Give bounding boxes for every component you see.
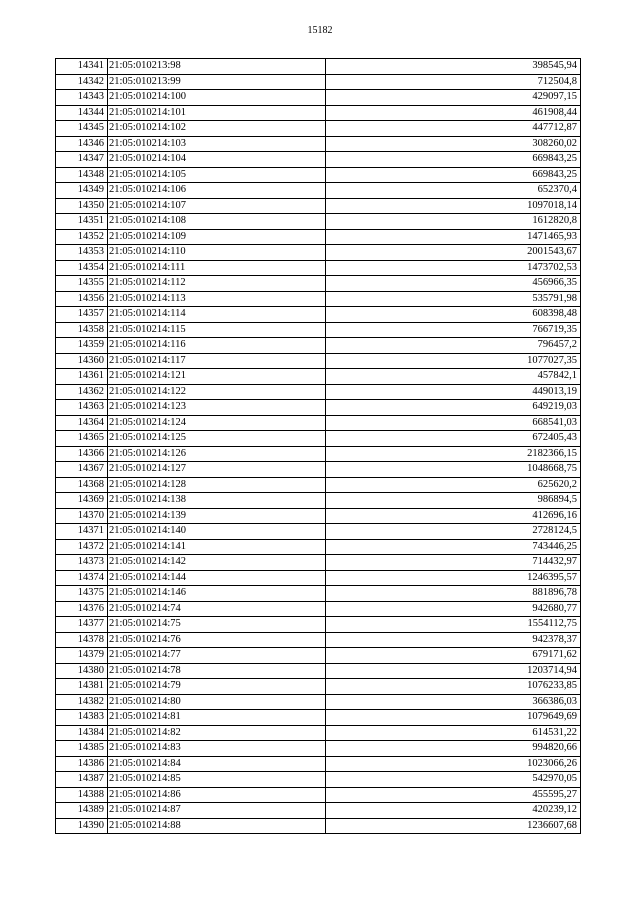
table-row [56, 198, 581, 214]
row-number-cell: 14362 [56, 384, 108, 400]
table-row [56, 508, 581, 524]
cadastral-number-cell: 21:05:010214:74 [108, 601, 326, 617]
row-number-cell: 14369 [56, 493, 108, 509]
table-row [56, 772, 581, 788]
cadastral-number-cell: 21:05:010214:102 [108, 121, 326, 137]
row-number-cell: 14382 [56, 694, 108, 710]
table-row [56, 276, 581, 292]
table-row [56, 74, 581, 90]
row-number-cell: 14370 [56, 508, 108, 524]
cadastral-value-cell: 457842,1 [326, 369, 581, 385]
row-number-cell: 14346 [56, 136, 108, 152]
cadastral-number-cell: 21:05:010214:124 [108, 415, 326, 431]
cadastral-value-table [55, 58, 581, 834]
row-number-cell: 14368 [56, 477, 108, 493]
cadastral-value-cell: 652370,4 [326, 183, 581, 199]
table-row [56, 167, 581, 183]
row-number-cell: 14377 [56, 617, 108, 633]
cadastral-value-cell: 449013,19 [326, 384, 581, 400]
cadastral-value-cell: 1076233,85 [326, 679, 581, 695]
page-number: 15182 [307, 25, 333, 36]
cadastral-number-cell: 21:05:010214:139 [108, 508, 326, 524]
row-number-cell: 14361 [56, 369, 108, 385]
cadastral-value-cell: 1079649,69 [326, 710, 581, 726]
row-number-cell: 14348 [56, 167, 108, 183]
cadastral-value-cell: 1554112,75 [326, 617, 581, 633]
cadastral-value-cell: 2182366,15 [326, 446, 581, 462]
table-row [56, 818, 581, 834]
cadastral-number-cell: 21:05:010214:83 [108, 741, 326, 757]
table-row [56, 493, 581, 509]
cadastral-number-cell: 21:05:010214:121 [108, 369, 326, 385]
row-number-cell: 14350 [56, 198, 108, 214]
table-row [56, 260, 581, 276]
cadastral-number-cell: 21:05:010214:126 [108, 446, 326, 462]
cadastral-value-cell: 2728124,5 [326, 524, 581, 540]
cadastral-number-cell: 21:05:010214:108 [108, 214, 326, 230]
cadastral-value-cell: 714432,97 [326, 555, 581, 571]
cadastral-number-cell: 21:05:010214:87 [108, 803, 326, 819]
cadastral-value-cell: 1077027,35 [326, 353, 581, 369]
cadastral-number-cell: 21:05:010214:106 [108, 183, 326, 199]
cadastral-value-cell: 456966,35 [326, 276, 581, 292]
cadastral-value-cell: 398545,94 [326, 59, 581, 75]
row-number-cell: 14386 [56, 756, 108, 772]
table-row [56, 353, 581, 369]
row-number-cell: 14349 [56, 183, 108, 199]
cadastral-value-cell: 668541,03 [326, 415, 581, 431]
row-number-cell: 14367 [56, 462, 108, 478]
row-number-cell: 14357 [56, 307, 108, 323]
table-row [56, 694, 581, 710]
cadastral-number-cell: 21:05:010214:79 [108, 679, 326, 695]
cadastral-number-cell: 21:05:010214:142 [108, 555, 326, 571]
cadastral-number-cell: 21:05:010214:105 [108, 167, 326, 183]
table-row [56, 291, 581, 307]
cadastral-number-cell: 21:05:010214:141 [108, 539, 326, 555]
row-number-cell: 14360 [56, 353, 108, 369]
row-number-cell: 14374 [56, 570, 108, 586]
table-row [56, 756, 581, 772]
row-number-cell: 14384 [56, 725, 108, 741]
table-row [56, 617, 581, 633]
cadastral-number-cell: 21:05:010214:115 [108, 322, 326, 338]
cadastral-number-cell: 21:05:010214:85 [108, 772, 326, 788]
row-number-cell: 14355 [56, 276, 108, 292]
table-row [56, 369, 581, 385]
cadastral-number-cell: 21:05:010214:117 [108, 353, 326, 369]
row-number-cell: 14363 [56, 400, 108, 416]
row-number-cell: 14371 [56, 524, 108, 540]
cadastral-number-cell: 21:05:010214:110 [108, 245, 326, 261]
cadastral-value-cell: 766719,35 [326, 322, 581, 338]
cadastral-number-cell: 21:05:010214:75 [108, 617, 326, 633]
cadastral-value-cell: 614531,22 [326, 725, 581, 741]
cadastral-value-cell: 881896,78 [326, 586, 581, 602]
cadastral-value-cell: 1023066,26 [326, 756, 581, 772]
cadastral-value-cell: 447712,87 [326, 121, 581, 137]
table-row [56, 105, 581, 121]
cadastral-value-cell: 366386,03 [326, 694, 581, 710]
cadastral-number-cell: 21:05:010214:86 [108, 787, 326, 803]
cadastral-value-cell: 1203714,94 [326, 663, 581, 679]
row-number-cell: 14379 [56, 648, 108, 664]
row-number-cell: 14365 [56, 431, 108, 447]
table-row [56, 384, 581, 400]
table-row [56, 663, 581, 679]
table-row [56, 539, 581, 555]
cadastral-number-cell: 21:05:010214:77 [108, 648, 326, 664]
row-number-cell: 14342 [56, 74, 108, 90]
table-row [56, 648, 581, 664]
cadastral-number-cell: 21:05:010213:98 [108, 59, 326, 75]
cadastral-value-cell: 994820,66 [326, 741, 581, 757]
cadastral-number-cell: 21:05:010214:144 [108, 570, 326, 586]
table-row [56, 121, 581, 137]
table-row [56, 214, 581, 230]
row-number-cell: 14343 [56, 90, 108, 106]
cadastral-value-cell: 712504,8 [326, 74, 581, 90]
cadastral-number-cell: 21:05:010214:122 [108, 384, 326, 400]
cadastral-number-cell: 21:05:010214:88 [108, 818, 326, 834]
row-number-cell: 14359 [56, 338, 108, 354]
cadastral-number-cell: 21:05:010214:78 [108, 663, 326, 679]
cadastral-value-cell: 625620,2 [326, 477, 581, 493]
cadastral-number-cell: 21:05:010214:104 [108, 152, 326, 168]
table-row [56, 229, 581, 245]
cadastral-value-cell: 420239,12 [326, 803, 581, 819]
table-row [56, 679, 581, 695]
cadastral-number-cell: 21:05:010214:107 [108, 198, 326, 214]
cadastral-value-cell: 461908,44 [326, 105, 581, 121]
row-number-cell: 14356 [56, 291, 108, 307]
row-number-cell: 14372 [56, 539, 108, 555]
cadastral-value-cell: 2001543,67 [326, 245, 581, 261]
cadastral-value-cell: 669843,25 [326, 167, 581, 183]
table-row [56, 586, 581, 602]
cadastral-value-cell: 412696,16 [326, 508, 581, 524]
table-row [56, 524, 581, 540]
cadastral-number-cell: 21:05:010214:125 [108, 431, 326, 447]
table-row [56, 446, 581, 462]
cadastral-value-cell: 1236607,68 [326, 818, 581, 834]
table-row [56, 787, 581, 803]
cadastral-value-cell: 1612820,8 [326, 214, 581, 230]
cadastral-value-cell: 796457,2 [326, 338, 581, 354]
table-row [56, 152, 581, 168]
cadastral-value-cell: 455595,27 [326, 787, 581, 803]
row-number-cell: 14345 [56, 121, 108, 137]
cadastral-value-cell: 986894,5 [326, 493, 581, 509]
row-number-cell: 14344 [56, 105, 108, 121]
cadastral-number-cell: 21:05:010214:111 [108, 260, 326, 276]
table-row [56, 245, 581, 261]
cadastral-value-cell: 1473702,53 [326, 260, 581, 276]
row-number-cell: 14351 [56, 214, 108, 230]
cadastral-value-cell: 743446,25 [326, 539, 581, 555]
cadastral-number-cell: 21:05:010214:123 [108, 400, 326, 416]
table-row [56, 322, 581, 338]
table-row [56, 307, 581, 323]
row-number-cell: 14341 [56, 59, 108, 75]
cadastral-number-cell: 21:05:010214:109 [108, 229, 326, 245]
table-body [56, 59, 581, 834]
row-number-cell: 14375 [56, 586, 108, 602]
cadastral-number-cell: 21:05:010214:114 [108, 307, 326, 323]
row-number-cell: 14387 [56, 772, 108, 788]
cadastral-number-cell: 21:05:010214:138 [108, 493, 326, 509]
row-number-cell: 14358 [56, 322, 108, 338]
cadastral-value-cell: 308260,02 [326, 136, 581, 152]
row-number-cell: 14383 [56, 710, 108, 726]
row-number-cell: 14378 [56, 632, 108, 648]
table-row [56, 338, 581, 354]
table-row [56, 183, 581, 199]
row-number-cell: 14381 [56, 679, 108, 695]
table-row [56, 741, 581, 757]
cadastral-number-cell: 21:05:010214:84 [108, 756, 326, 772]
cadastral-number-cell: 21:05:010214:101 [108, 105, 326, 121]
cadastral-number-cell: 21:05:010214:100 [108, 90, 326, 106]
row-number-cell: 14380 [56, 663, 108, 679]
table-row [56, 601, 581, 617]
cadastral-value-cell: 1097018,14 [326, 198, 581, 214]
cadastral-value-cell: 1048668,75 [326, 462, 581, 478]
cadastral-value-cell: 669843,25 [326, 152, 581, 168]
table-row [56, 570, 581, 586]
table-row [56, 710, 581, 726]
row-number-cell: 14390 [56, 818, 108, 834]
table-row [56, 415, 581, 431]
cadastral-number-cell: 21:05:010214:116 [108, 338, 326, 354]
table-row [56, 632, 581, 648]
row-number-cell: 14354 [56, 260, 108, 276]
table-row [56, 59, 581, 75]
cadastral-number-cell: 21:05:010214:82 [108, 725, 326, 741]
cadastral-number-cell: 21:05:010214:80 [108, 694, 326, 710]
row-number-cell: 14366 [56, 446, 108, 462]
cadastral-value-cell: 942680,77 [326, 601, 581, 617]
cadastral-value-cell: 535791,98 [326, 291, 581, 307]
cadastral-value-cell: 429097,15 [326, 90, 581, 106]
cadastral-number-cell: 21:05:010214:112 [108, 276, 326, 292]
row-number-cell: 14373 [56, 555, 108, 571]
row-number-cell: 14347 [56, 152, 108, 168]
cadastral-number-cell: 21:05:010214:76 [108, 632, 326, 648]
row-number-cell: 14389 [56, 803, 108, 819]
cadastral-number-cell: 21:05:010213:99 [108, 74, 326, 90]
row-number-cell: 14388 [56, 787, 108, 803]
cadastral-value-cell: 1471465,93 [326, 229, 581, 245]
table-row [56, 725, 581, 741]
cadastral-number-cell: 21:05:010214:127 [108, 462, 326, 478]
cadastral-number-cell: 21:05:010214:81 [108, 710, 326, 726]
table-row [56, 477, 581, 493]
table-row [56, 462, 581, 478]
cadastral-value-cell: 942378,37 [326, 632, 581, 648]
table-row [56, 90, 581, 106]
cadastral-value-cell: 649219,03 [326, 400, 581, 416]
cadastral-number-cell: 21:05:010214:128 [108, 477, 326, 493]
cadastral-value-cell: 608398,48 [326, 307, 581, 323]
table-row [56, 431, 581, 447]
table-row [56, 400, 581, 416]
cadastral-value-cell: 672405,43 [326, 431, 581, 447]
cadastral-value-cell: 679171,62 [326, 648, 581, 664]
cadastral-value-cell: 542970,05 [326, 772, 581, 788]
row-number-cell: 14352 [56, 229, 108, 245]
row-number-cell: 14376 [56, 601, 108, 617]
table-row [56, 555, 581, 571]
table-row [56, 136, 581, 152]
cadastral-value-cell: 1246395,57 [326, 570, 581, 586]
cadastral-number-cell: 21:05:010214:113 [108, 291, 326, 307]
row-number-cell: 14353 [56, 245, 108, 261]
row-number-cell: 14385 [56, 741, 108, 757]
cadastral-number-cell: 21:05:010214:146 [108, 586, 326, 602]
table-row [56, 803, 581, 819]
cadastral-number-cell: 21:05:010214:140 [108, 524, 326, 540]
row-number-cell: 14364 [56, 415, 108, 431]
cadastral-number-cell: 21:05:010214:103 [108, 136, 326, 152]
